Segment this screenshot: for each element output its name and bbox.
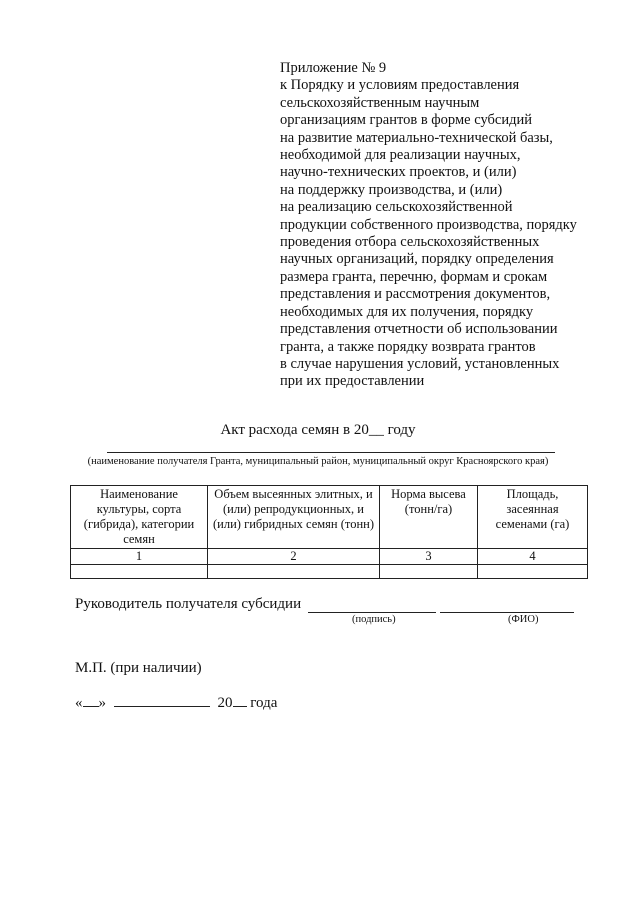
- recipient-name-field[interactable]: [107, 452, 555, 453]
- seed-consumption-table: [70, 485, 588, 579]
- month-field[interactable]: [114, 692, 210, 707]
- table-cell[interactable]: [208, 565, 380, 579]
- appendix-line: при их предоставлении: [280, 373, 425, 390]
- appendix-line: размера гранта, перечню, формам и срокам: [280, 268, 548, 285]
- appendix-line: необходимых для их получения, порядку: [280, 303, 534, 320]
- full-name-caption: (ФИО): [508, 614, 539, 625]
- column-header-sown-area: Площадь, засеянная семенами (га): [478, 486, 588, 549]
- year-suffix: года: [250, 695, 278, 711]
- column-number-row: [71, 549, 588, 565]
- recipient-caption: (наименование получателя Гранта, муниципальный район, муниципальный округ Красноярского края): [87, 456, 549, 467]
- table-cell[interactable]: [380, 565, 478, 579]
- column-number: 3: [380, 549, 478, 565]
- open-quote: «: [75, 695, 83, 711]
- stamp-label: М.П. (при наличии): [75, 660, 202, 676]
- appendix-line: на поддержку производства, и (или): [280, 181, 503, 198]
- column-header-seed-volume: Объем высеянных элитных, и (или) репродукционных, и (или) гибридных семян (тонн): [208, 486, 380, 549]
- table-cell[interactable]: [478, 565, 588, 579]
- appendix-line: продукции собственного производства, порядку: [280, 216, 577, 233]
- signature-caption: (подпись): [352, 614, 396, 625]
- column-header-crop: Наименование культуры, сорта (гибрида), категории семян: [71, 486, 208, 549]
- column-number: 1: [71, 549, 208, 565]
- table-cell[interactable]: [71, 565, 208, 579]
- day-field[interactable]: [83, 692, 99, 707]
- table-row: [71, 565, 588, 579]
- appendix-line: представления отчетности об использовании: [280, 321, 558, 338]
- appendix-line: научных организаций, порядку определения: [280, 251, 554, 268]
- appendix-line: в случае нарушения условий, установленных: [280, 355, 560, 372]
- signature-field[interactable]: [308, 612, 436, 613]
- head-signature-label: Руководитель получателя субсидии: [75, 596, 302, 612]
- appendix-title: Приложение № 9: [280, 60, 387, 76]
- column-number: 2: [208, 549, 380, 565]
- year-prefix: 20: [217, 695, 233, 711]
- appendix-line: проведения отбора сельскохозяйственных: [280, 234, 540, 251]
- year-field[interactable]: [233, 692, 247, 707]
- appendix-line: необходимой для реализации научных,: [280, 147, 521, 164]
- appendix-header: [280, 60, 620, 391]
- appendix-line: гранта, а также порядку возврата грантов: [280, 338, 536, 355]
- appendix-line: к Порядку и условиям предоставления: [280, 77, 520, 94]
- appendix-line: организациям грантов в форме субсидий: [280, 112, 532, 129]
- appendix-line: сельскохозяйственным научным: [280, 94, 480, 111]
- full-name-field[interactable]: [440, 612, 574, 613]
- appendix-line: научно-технических проектов, и (или): [280, 164, 517, 181]
- date-line: [75, 692, 277, 712]
- appendix-line: на развитие материально-технической базы,: [280, 129, 553, 146]
- close-quote: »: [98, 695, 106, 711]
- appendix-line: представления и рассмотрения документов,: [280, 286, 551, 303]
- table-header-row: [71, 486, 588, 549]
- appendix-line: на реализацию сельскохозяйственной: [280, 199, 513, 216]
- column-header-seeding-rate: Норма высева (тонн/га): [380, 486, 478, 549]
- column-number: 4: [478, 549, 588, 565]
- act-title: Акт расхода семян в 20__ году: [220, 422, 416, 438]
